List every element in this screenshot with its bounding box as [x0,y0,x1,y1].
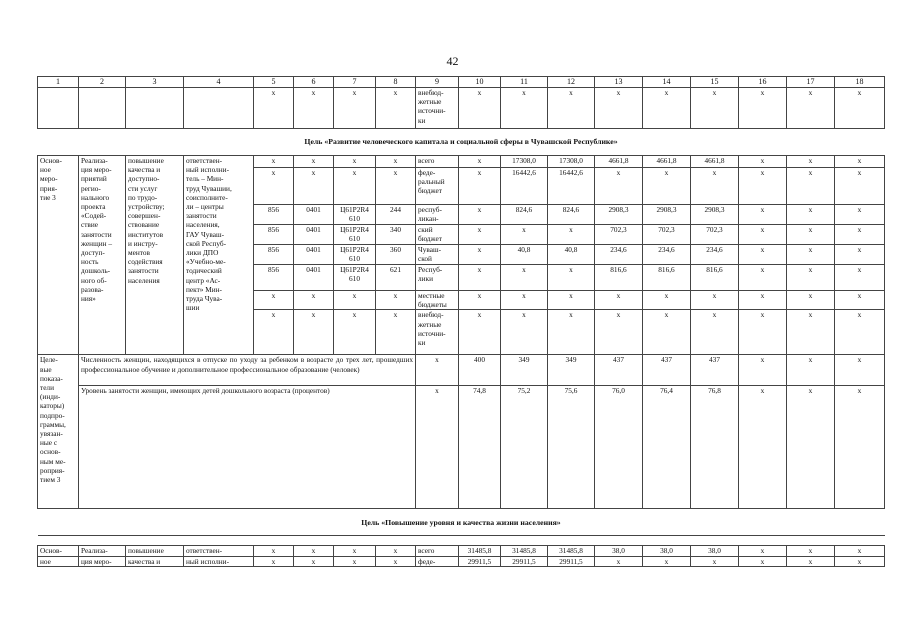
funding-source-cell: местные бюджеты [416,291,459,310]
column-number-cell: 10 [459,77,501,88]
table-cell: x [416,355,459,386]
table-cell: x [691,88,739,129]
table-cell: 349 [501,355,548,386]
table-cell: 437 [643,355,691,386]
table-cell: x [835,310,885,355]
table-cell: x [548,310,595,355]
table-cell: x [739,355,787,386]
table-cell: x [501,225,548,245]
table-cell: x [835,168,885,205]
table-cell: 16442,6 [501,168,548,205]
table-cell: повышение [126,546,184,556]
table-cell: 75,2 [501,386,548,509]
table-cell: Ц61P2R4 610 [334,245,376,265]
table-cell: x [459,156,501,168]
table-cell: 234,6 [643,245,691,265]
table-cell: x [294,546,334,556]
funding-source-cell: внебюд- жетные источни- ки [416,310,459,355]
table-cell: x [459,225,501,245]
table-cell: Основ- [38,546,79,556]
indicators-label-cell: Целе- вые показа- тели (инди- каторы) подпро- граммы, увязан- ные с основ- ным ме- роприя- тием 3 [38,355,79,509]
table-cell: x [739,245,787,265]
table-cell: x [595,168,643,205]
table-cell: x [643,556,691,566]
table-cell: x [376,156,416,168]
table-cell: ное [38,556,79,566]
table-cell: 4661,8 [595,156,643,168]
table-row [38,355,885,386]
column-number-cell: 12 [548,77,595,88]
table-cell: x [691,556,739,566]
table-cell: 4661,8 [691,156,739,168]
table-cell: Ц61P2R4 610 [334,225,376,245]
table-cell: x [739,205,787,225]
table-cell: внебюд- жетные источни- ки [416,88,459,129]
table-cell: 437 [595,355,643,386]
table-cell [79,88,126,129]
table-cell: x [835,205,885,225]
table-cell: 702,3 [643,225,691,245]
page-number: 42 [446,54,459,68]
table-cell: x [459,245,501,265]
table-cell: 31485,8 [501,546,548,556]
table-cell: 40,8 [548,245,595,265]
table-cell: x [294,291,334,310]
table-cell: x [416,386,459,509]
table-cell: x [376,88,416,129]
table-cell: 2908,3 [643,205,691,225]
table-cell: 400 [459,355,501,386]
table-cell: x [294,168,334,205]
table-cell [126,88,184,129]
table-row [38,88,885,129]
table-cell: x [787,156,835,168]
table-cell: 702,3 [595,225,643,245]
goal-heading: Цель «Развитие человеческого капитала и социальной сферы в Чувашской Республике» [38,129,885,156]
table-cell: x [643,291,691,310]
table-cell: 244 [376,205,416,225]
table-cell: x [459,88,501,129]
column-number-cell: 7 [334,77,376,88]
table-cell: x [548,88,595,129]
table-cell: x [334,168,376,205]
table-cell: x [254,291,294,310]
table-cell: 2908,3 [595,205,643,225]
table-cell: x [643,88,691,129]
table-cell: Реализа- [79,546,126,556]
table-cell: 40,8 [501,245,548,265]
table-cell: x [595,310,643,355]
table-cell: x [787,168,835,205]
column-number-cell: 14 [643,77,691,88]
table-cell: x [787,546,835,556]
table-cell: x [254,556,294,566]
table-cell: 340 [376,225,416,245]
table-cell: x [739,291,787,310]
table-cell: 360 [376,245,416,265]
table-cell: 29911,5 [459,556,501,566]
table-row [38,386,885,509]
table-cell: x [376,168,416,205]
table-cell: x [254,168,294,205]
column-number-cell: 16 [739,77,787,88]
table-cell: x [501,291,548,310]
table-cell: x [294,88,334,129]
table-cell: 75,6 [548,386,595,509]
table-cell: x [595,556,643,566]
table-cell: 824,6 [501,205,548,225]
table-cell: 38,0 [595,546,643,556]
table-cell: x [787,556,835,566]
table-cell: x [548,265,595,291]
goal-heading-row [38,129,885,156]
table-row [38,546,885,556]
column-number-cell: 11 [501,77,548,88]
budget-table [37,76,885,567]
table-cell: 349 [548,355,595,386]
table-cell: x [691,310,739,355]
table-cell: x [294,156,334,168]
column-number-cell: 13 [595,77,643,88]
table-cell: x [835,225,885,245]
table-cell: 0401 [294,225,334,245]
table-cell: x [787,225,835,245]
table-cell: 816,6 [643,265,691,291]
table-cell: x [294,556,334,566]
table-row [38,556,885,566]
table-cell: 29911,5 [548,556,595,566]
table-cell: 856 [254,225,294,245]
table-cell: x [376,310,416,355]
table-cell: x [787,88,835,129]
table-cell: x [459,205,501,225]
table-cell: x [835,245,885,265]
table-cell: 74,8 [459,386,501,509]
table-cell: x [501,265,548,291]
table-cell: x [334,310,376,355]
table-cell: x [459,291,501,310]
spacer-row [38,536,885,546]
table-cell: 816,6 [691,265,739,291]
column-number-cell: 18 [835,77,885,88]
column-number-cell: 8 [376,77,416,88]
table-cell: 76,8 [691,386,739,509]
table-cell: Ц61P2R4 610 [334,205,376,225]
spacer-cell [38,536,885,546]
table-cell: x [254,546,294,556]
table-cell: x [787,310,835,355]
table-cell: 816,6 [595,265,643,291]
table-cell: x [787,265,835,291]
table-cell: x [334,546,376,556]
table-cell: x [376,291,416,310]
table-cell: x [334,88,376,129]
table-cell: x [835,291,885,310]
table-cell: x [739,156,787,168]
table-cell: x [376,556,416,566]
measure-label-cell: Основ- ное меро- прия- тие 3 [38,156,79,355]
table-cell: x [691,291,739,310]
table-cell: x [548,291,595,310]
funding-source-cell: феде- ральный бюджет [416,168,459,205]
table-cell: x [334,156,376,168]
table-cell: x [739,168,787,205]
table-cell: x [459,265,501,291]
table-cell: 234,6 [595,245,643,265]
table-cell: x [459,310,501,355]
table-cell: 38,0 [643,546,691,556]
indicator-text-cell: Численность женщин, находящихся в отпуске по уходу за ребенком в возрасте до трех лет, прошедших профессиональное обучение и дополнительное профессиональное образование (человек) [79,355,416,386]
table-cell: всего [416,546,459,556]
funding-source-cell: Респуб- лики [416,265,459,291]
table-row [38,156,885,168]
table-cell: x [691,168,739,205]
table-cell: x [787,386,835,509]
table-cell: 824,6 [548,205,595,225]
indicator-text-cell: Уровень занятости женщин, имеющих детей дошкольного возраста (процентов) [79,386,416,509]
table-cell: x [334,291,376,310]
table-cell: x [501,88,548,129]
funding-source-cell: Чуваш- ской [416,245,459,265]
table-cell: x [548,225,595,245]
table-cell: x [643,310,691,355]
table-cell: 4661,8 [643,156,691,168]
table-cell: 17308,0 [501,156,548,168]
table-cell: 702,3 [691,225,739,245]
column-number-cell: 6 [294,77,334,88]
table-cell: x [835,88,885,129]
funding-source-cell: ский бюджет [416,225,459,245]
table-cell: x [254,88,294,129]
table-cell: 31485,8 [459,546,501,556]
table-cell: 16442,6 [548,168,595,205]
table-cell: феде- [416,556,459,566]
column-number-cell: 1 [38,77,79,88]
table-cell: x [787,245,835,265]
table-cell: x [835,265,885,291]
table-cell: x [835,546,885,556]
table-cell: x [787,205,835,225]
table-cell: x [595,88,643,129]
table-cell: 38,0 [691,546,739,556]
column-number-cell: 2 [79,77,126,88]
column-number-row [38,77,885,88]
table-cell: 0401 [294,205,334,225]
column-number-cell: 5 [254,77,294,88]
table-cell: x [254,310,294,355]
table-cell: x [595,291,643,310]
table-cell: 621 [376,265,416,291]
table-cell: 0401 [294,245,334,265]
table-cell: 856 [254,205,294,225]
table-cell: 17308,0 [548,156,595,168]
table-cell [184,88,254,129]
table-cell: x [835,386,885,509]
table-cell: 76,4 [643,386,691,509]
column-number-cell: 4 [184,77,254,88]
column-number-cell: 17 [787,77,835,88]
table-cell: x [376,546,416,556]
table-cell: 29911,5 [501,556,548,566]
table-cell: x [254,156,294,168]
goal-heading: Цель «Повышение уровня и качества жизни населения» [38,509,885,536]
table-cell: 31485,8 [548,546,595,556]
table-cell: 234,6 [691,245,739,265]
table-cell: x [835,556,885,566]
table-cell: 856 [254,265,294,291]
table-cell: x [835,355,885,386]
table-cell: x [739,556,787,566]
table-cell: качества и [126,556,184,566]
measure-goal-cell: повышение качества и доступно- сти услуг по трудо- устройству; совершен- ствование институтов и инстру- ментов содействия занятости населения [126,156,184,355]
table-cell: x [501,310,548,355]
table-cell: x [787,355,835,386]
table-cell: x [739,265,787,291]
column-number-cell: 3 [126,77,184,88]
table-cell [38,88,79,129]
funding-source-cell: всего [416,156,459,168]
table-cell: ответствен- [184,546,254,556]
goal-heading-row [38,509,885,536]
column-number-cell: 9 [416,77,459,88]
table-cell: ция меро- [79,556,126,566]
table-cell: x [739,546,787,556]
table-cell: 856 [254,245,294,265]
measure-executor-cell: ответствен- ный исполни- тель – Мин- труд Чувашии, соисполните- ли – центры занятости населения, ГАУ Чуваш- ской Респуб- лики ДПО «Учебно-ме- тодический центр «Ас- пект» Мин- труда Чува- шии [184,156,254,355]
table-cell: x [294,310,334,355]
table-cell: Ц61P2R4 610 [334,265,376,291]
table-cell: x [835,156,885,168]
funding-source-cell: респуб- ликан- [416,205,459,225]
table-cell: ный исполни- [184,556,254,566]
table-cell: x [739,88,787,129]
column-number-cell: 15 [691,77,739,88]
table-cell: x [739,310,787,355]
table-cell: x [787,291,835,310]
table-cell: x [643,168,691,205]
table-cell: x [739,386,787,509]
table-cell: x [334,556,376,566]
table-cell: 0401 [294,265,334,291]
table-cell: 2908,3 [691,205,739,225]
table-cell: 437 [691,355,739,386]
measure-name-cell: Реализа- ция меро- приятий регио- нального проекта «Содей- ствие занятости женщин – доступ- ность дошколь- ного об- разова- ния» [79,156,126,355]
table-cell: x [739,225,787,245]
table-cell: 76,0 [595,386,643,509]
table-cell: x [459,168,501,205]
